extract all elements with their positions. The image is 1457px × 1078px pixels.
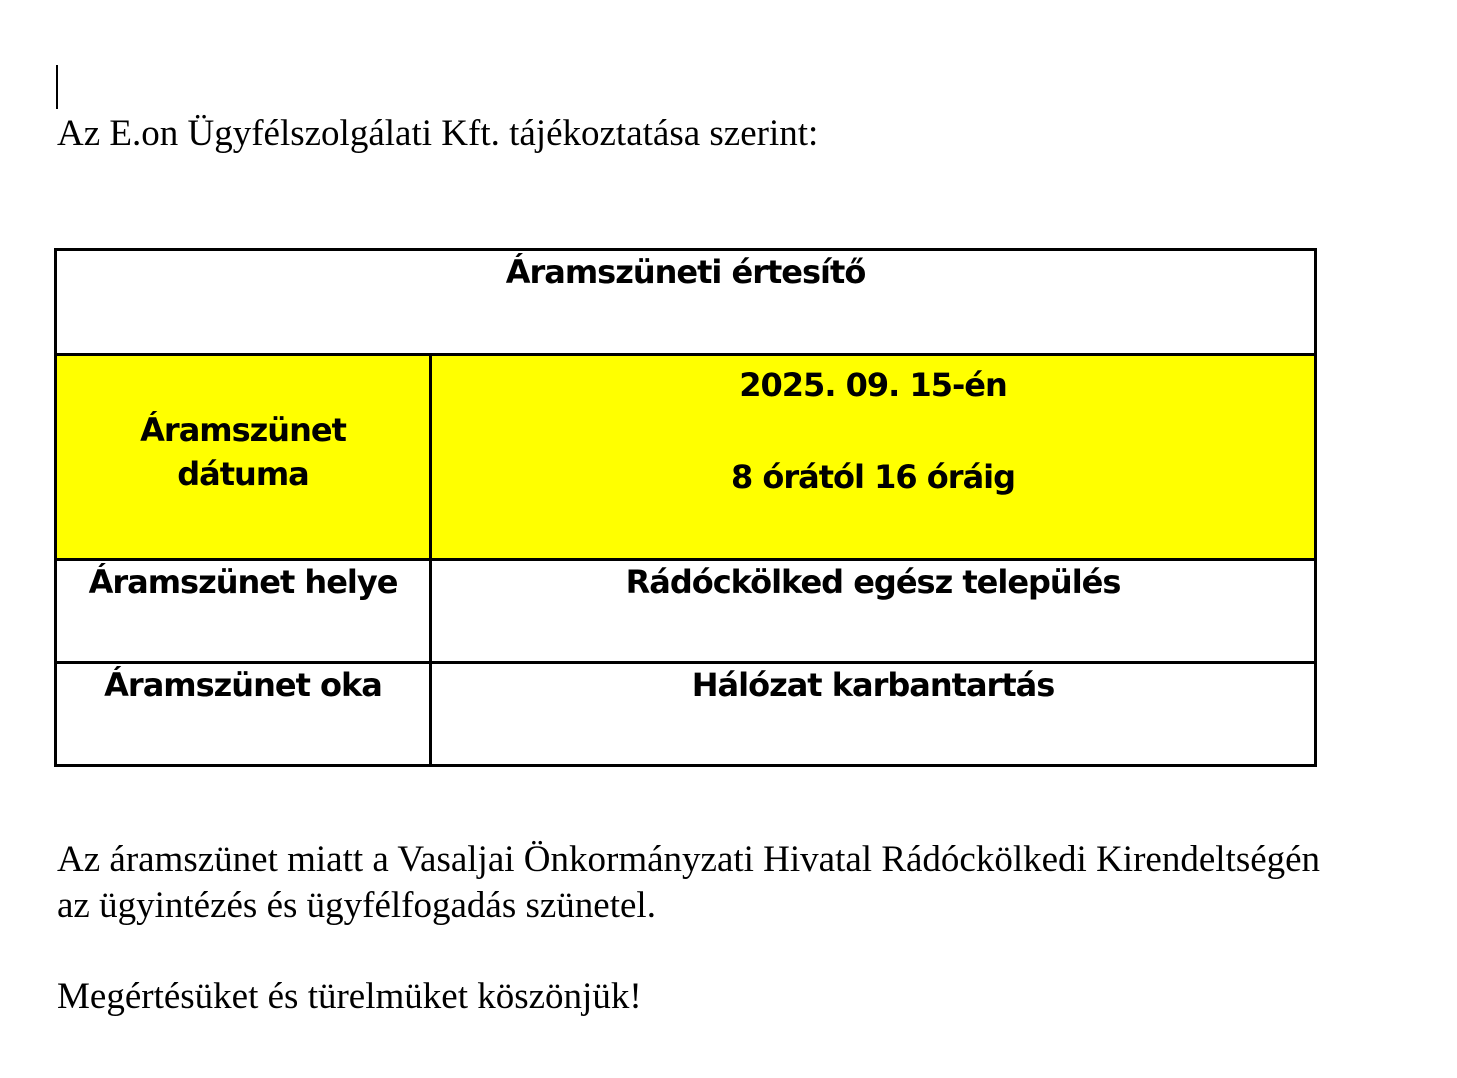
outro-text [57, 837, 1320, 929]
reason-value: Hálózat karbantartás [431, 663, 1316, 766]
power-outage-notice-table [54, 248, 1317, 767]
outro-line1: Az áramszünet miatt a Vasaljai Önkormányzati Hivatal Rádóckölkedi Kirendeltségén [57, 839, 1321, 880]
thanks-text: Megértésüket és türelmüket köszönjük! [57, 976, 642, 1017]
table-row-date [56, 355, 1316, 560]
outro-line2: az ügyintézés és ügyfélfogadás szünetel. [57, 885, 656, 926]
intro-text: Az E.on Ügyfélszolgálati Kft. tájékoztatása szerint: [57, 113, 819, 154]
date-label [56, 355, 431, 560]
reason-label: Áramszünet oka [56, 663, 431, 766]
text-cursor [56, 65, 58, 109]
spacer [432, 408, 1314, 454]
table-row-title [56, 250, 1316, 355]
place-value: Rádóckölked egész település [431, 560, 1316, 663]
date-label-line2: dátuma [177, 455, 309, 493]
time-value: 8 órától 16 óráig [730, 458, 1016, 496]
date-label-line1: Áramszünet [140, 411, 346, 449]
date-value: 2025. 09. 15-én [739, 366, 1007, 404]
table-row-reason [56, 663, 1316, 766]
table-row-place [56, 560, 1316, 663]
place-label: Áramszünet helye [56, 560, 431, 663]
notice-title: Áramszüneti értesítő [56, 250, 1316, 355]
date-value-cell [431, 355, 1316, 560]
